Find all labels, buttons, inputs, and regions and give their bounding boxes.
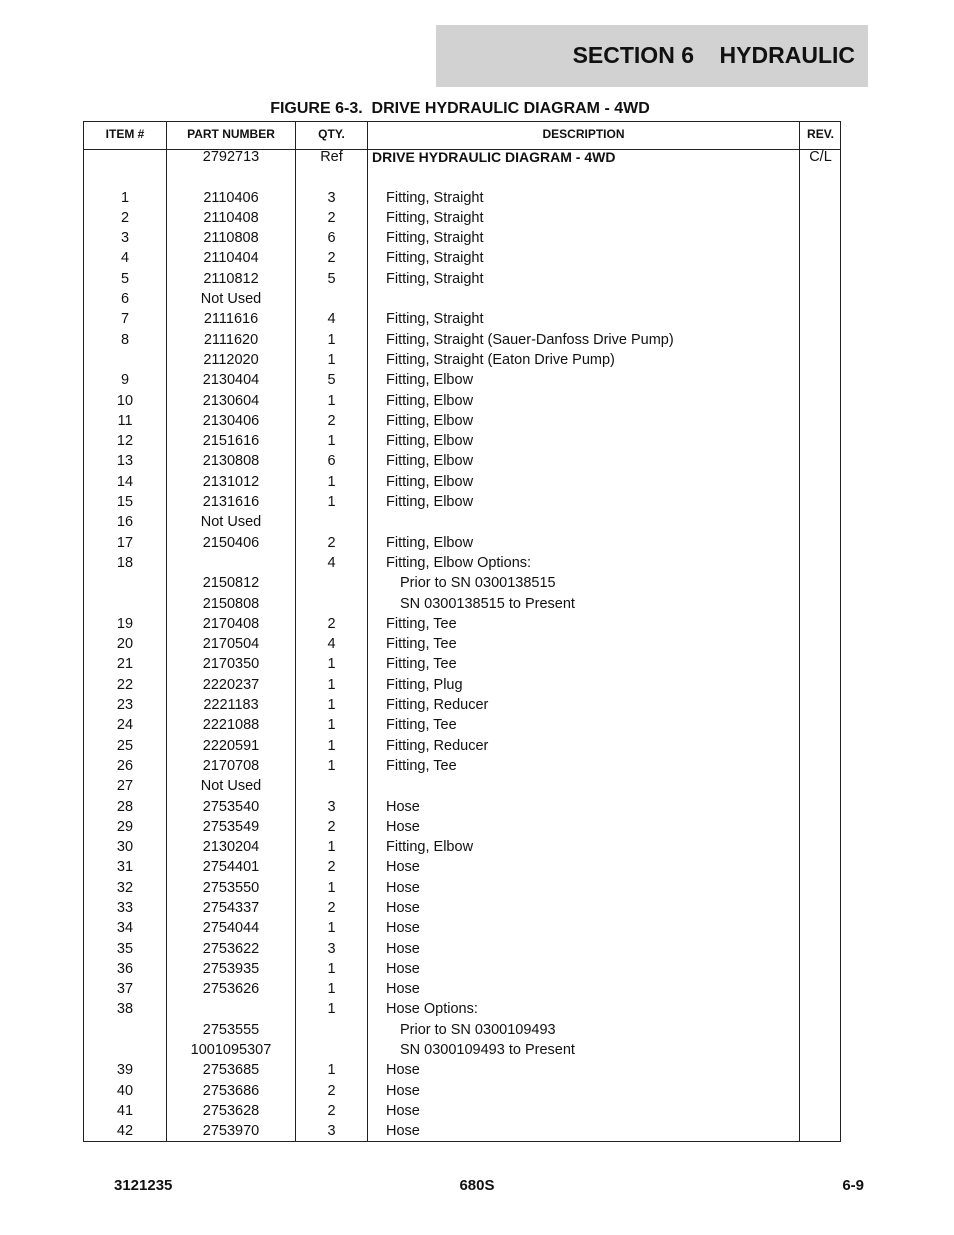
quantity: 3 <box>327 940 336 957</box>
part-number: 2753549 <box>202 818 260 835</box>
description: Fitting, Tee <box>386 717 457 734</box>
table-row <box>84 451 840 471</box>
part-number: 2110808 <box>203 230 259 247</box>
quantity: 6 <box>327 230 336 247</box>
item-number: 36 <box>116 960 134 977</box>
description: SN 0300138515 to Present <box>400 595 575 612</box>
quantity: 3 <box>327 798 336 815</box>
part-number: 2221183 <box>203 697 259 714</box>
quantity: 2 <box>327 899 336 916</box>
item-number: 38 <box>116 1001 134 1018</box>
item-number: 5 <box>120 270 130 287</box>
header-part-number: PART NUMBER <box>187 127 275 141</box>
part-number: 2754401 <box>202 859 260 876</box>
parts-table <box>83 121 841 1142</box>
quantity: 2 <box>327 412 336 429</box>
quantity: 2 <box>327 209 336 226</box>
description: Fitting, Straight <box>386 311 484 328</box>
item-number: 3 <box>120 230 130 247</box>
table-row <box>84 431 840 451</box>
quantity: 1 <box>327 1062 336 1079</box>
description: Fitting, Elbow <box>386 433 474 450</box>
quantity: 3 <box>327 189 336 206</box>
description: Fitting, Straight <box>386 270 484 287</box>
footer-model: 680S <box>459 1177 495 1194</box>
table-row <box>84 1121 840 1141</box>
item-number: 34 <box>116 920 134 937</box>
header-rev: REV. <box>807 127 834 141</box>
part-number: 2110408 <box>203 209 259 226</box>
table-row <box>84 878 840 898</box>
description: Fitting, Elbow <box>386 839 474 856</box>
description: Fitting, Elbow <box>386 473 474 490</box>
header-description: DESCRIPTION <box>542 127 625 141</box>
quantity: 1 <box>327 473 336 490</box>
part-number: 2130604 <box>202 392 260 409</box>
item-number: 22 <box>116 676 134 693</box>
description: Prior to SN 0300138515 <box>400 575 556 592</box>
description: Fitting, Straight <box>386 250 484 267</box>
quantity: 4 <box>327 636 336 653</box>
item-number: 18 <box>116 554 134 571</box>
part-number: 2170708 <box>202 757 260 774</box>
part-number: 2150406 <box>202 534 260 551</box>
part-number: 2111616 <box>203 311 259 328</box>
table-row <box>84 817 840 837</box>
part-number: 2792713 <box>202 149 260 165</box>
table-row <box>84 370 840 390</box>
part-number: 1001095307 <box>190 1042 272 1059</box>
revision: C/L <box>809 149 832 165</box>
part-number: 2753540 <box>202 798 260 815</box>
table-row <box>84 289 840 309</box>
description: Prior to SN 0300109493 <box>400 1021 556 1038</box>
quantity: 4 <box>327 554 336 571</box>
table-row <box>84 573 840 593</box>
table-row <box>84 776 840 796</box>
table-row <box>84 634 840 654</box>
table-body <box>84 147 840 1142</box>
item-number: 19 <box>116 615 134 632</box>
item-number: 10 <box>116 392 134 409</box>
item-number: 28 <box>116 798 134 815</box>
table-row <box>84 188 840 208</box>
part-number: 2110404 <box>203 250 259 267</box>
item-number: 14 <box>116 473 134 490</box>
part-number: 2221088 <box>202 717 260 734</box>
quantity: 1 <box>327 757 336 774</box>
item-number: 30 <box>116 839 134 856</box>
part-number: 2753628 <box>202 1102 260 1119</box>
table-row <box>84 1060 840 1080</box>
quantity: 2 <box>327 818 336 835</box>
table-row <box>84 695 840 715</box>
description: Fitting, Straight (Eaton Drive Pump) <box>386 351 615 368</box>
table-row <box>84 999 840 1019</box>
item-number: 15 <box>116 494 134 511</box>
table-row <box>84 269 840 289</box>
part-number: 2753550 <box>202 879 260 896</box>
table-row <box>84 553 840 573</box>
section-title: SECTION 6 HYDRAULIC <box>572 42 855 68</box>
description: Hose <box>386 960 420 977</box>
table-row <box>84 330 840 350</box>
table-row <box>84 654 840 674</box>
description: DRIVE HYDRAULIC DIAGRAM - 4WD <box>372 149 616 165</box>
quantity: 1 <box>327 737 336 754</box>
description: Fitting, Straight <box>386 189 484 206</box>
item-number: 25 <box>116 737 134 754</box>
quantity: 2 <box>327 615 336 632</box>
quantity: 2 <box>327 250 336 267</box>
table-row <box>84 614 840 634</box>
table-row <box>84 309 840 329</box>
table-row <box>84 248 840 268</box>
quantity: 1 <box>327 656 336 673</box>
item-number: 12 <box>116 433 134 450</box>
description: Hose <box>386 940 420 957</box>
part-number: 2753555 <box>202 1021 260 1038</box>
description: Fitting, Tee <box>386 656 457 673</box>
description: Fitting, Elbow <box>386 494 474 511</box>
item-number: 8 <box>120 331 130 348</box>
item-number: 4 <box>120 250 130 267</box>
part-number: Not Used <box>200 514 262 531</box>
part-number: 2753970 <box>202 1123 260 1140</box>
part-number: 2753935 <box>202 960 260 977</box>
part-number: 2110812 <box>203 270 259 287</box>
description: Fitting, Tee <box>386 636 457 653</box>
part-number: 2130204 <box>202 839 260 856</box>
description: Fitting, Straight <box>386 230 484 247</box>
part-number: 2110406 <box>203 189 259 206</box>
part-number: 2220591 <box>202 737 260 754</box>
item-number: 23 <box>116 697 134 714</box>
part-number: 2130404 <box>202 372 260 389</box>
table-row <box>84 898 840 918</box>
item-number: 29 <box>116 818 134 835</box>
quantity: 2 <box>327 859 336 876</box>
part-number: 2220237 <box>202 676 260 693</box>
quantity: 1 <box>327 331 336 348</box>
item-number: 9 <box>120 372 130 389</box>
part-number: 2753685 <box>202 1062 260 1079</box>
description: Fitting, Elbow <box>386 372 474 389</box>
description: Fitting, Elbow <box>386 534 474 551</box>
section-header <box>436 25 868 87</box>
description: Fitting, Elbow <box>386 453 474 470</box>
table-row <box>84 715 840 735</box>
description: Fitting, Elbow Options: <box>386 554 532 571</box>
part-number: 2112020 <box>203 351 259 368</box>
quantity: 2 <box>327 534 336 551</box>
quantity: 2 <box>327 1082 336 1099</box>
header-qty: QTY. <box>318 127 345 141</box>
item-number: 26 <box>116 757 134 774</box>
part-number: 2753622 <box>202 940 260 957</box>
description: Hose <box>386 859 420 876</box>
description: Hose <box>386 818 420 835</box>
item-number: 6 <box>120 291 130 308</box>
item-number: 11 <box>117 412 133 429</box>
table-row <box>84 147 840 167</box>
header-item: ITEM # <box>105 127 145 141</box>
quantity: 1 <box>327 676 336 693</box>
table-row <box>84 391 840 411</box>
quantity: 1 <box>327 1001 336 1018</box>
description: Hose <box>386 1082 420 1099</box>
part-number: Not Used <box>200 778 262 795</box>
item-number: 13 <box>116 453 134 470</box>
item-number: 20 <box>116 636 134 653</box>
quantity: 1 <box>327 494 336 511</box>
quantity: Ref <box>320 149 343 165</box>
table-row <box>84 350 840 370</box>
footer-page-number: 6-9 <box>842 1177 864 1194</box>
item-number: 27 <box>116 778 134 795</box>
quantity: 5 <box>327 270 336 287</box>
item-number: 37 <box>116 981 134 998</box>
quantity: 2 <box>327 1102 336 1119</box>
item-number: 39 <box>116 1062 134 1079</box>
table-row <box>84 594 840 614</box>
quantity: 1 <box>327 879 336 896</box>
description: Fitting, Elbow <box>386 392 474 409</box>
table-row <box>84 512 840 532</box>
description: Fitting, Straight (Sauer-Danfoss Drive Pump) <box>386 331 674 348</box>
part-number: 2111620 <box>203 331 259 348</box>
part-number: 2150812 <box>202 575 260 592</box>
table-row <box>84 228 840 248</box>
table-row <box>84 979 840 999</box>
item-number: 41 <box>116 1102 134 1119</box>
item-number: 40 <box>116 1082 134 1099</box>
table-row <box>84 1101 840 1121</box>
table-row <box>84 797 840 817</box>
part-number: Not Used <box>200 291 262 308</box>
description: Hose <box>386 981 420 998</box>
quantity: 1 <box>327 433 336 450</box>
description: Fitting, Tee <box>386 615 457 632</box>
part-number: 2753626 <box>202 981 260 998</box>
part-number: 2754044 <box>202 920 260 937</box>
description: Fitting, Tee <box>386 757 457 774</box>
quantity: 1 <box>327 920 336 937</box>
item-number: 1 <box>120 189 130 206</box>
item-number: 7 <box>120 311 130 328</box>
quantity: 1 <box>327 351 336 368</box>
table-row <box>84 1020 840 1040</box>
description: Fitting, Straight <box>386 209 484 226</box>
part-number: 2151616 <box>202 433 260 450</box>
table-row <box>84 1040 840 1060</box>
item-number: 32 <box>116 879 134 896</box>
part-number: 2754337 <box>202 899 260 916</box>
quantity: 1 <box>327 839 336 856</box>
part-number: 2170504 <box>202 636 260 653</box>
item-number: 16 <box>116 514 134 531</box>
part-number: 2170408 <box>202 615 260 632</box>
table-row <box>84 492 840 512</box>
quantity: 6 <box>327 453 336 470</box>
table-row <box>84 939 840 959</box>
table-row <box>84 167 840 187</box>
table-row <box>84 208 840 228</box>
quantity: 1 <box>327 717 336 734</box>
table-row <box>84 918 840 938</box>
table-header <box>84 122 840 149</box>
description: Hose <box>386 1062 420 1079</box>
table-row <box>84 533 840 553</box>
item-number: 35 <box>116 940 134 957</box>
description: Hose <box>386 920 420 937</box>
item-number: 42 <box>116 1123 134 1140</box>
quantity: 1 <box>327 392 336 409</box>
item-number: 33 <box>116 899 134 916</box>
description: Fitting, Reducer <box>386 697 489 714</box>
description: Fitting, Elbow <box>386 412 474 429</box>
quantity: 4 <box>327 311 336 328</box>
description: Hose <box>386 798 420 815</box>
part-number: 2753686 <box>202 1082 260 1099</box>
description: Hose <box>386 899 420 916</box>
table-row <box>84 675 840 695</box>
quantity: 1 <box>327 697 336 714</box>
table-row <box>84 736 840 756</box>
item-number: 31 <box>116 859 134 876</box>
footer-doc-number: 3121235 <box>114 1177 173 1194</box>
quantity: 5 <box>327 372 336 389</box>
table-row <box>84 411 840 431</box>
description: Hose <box>386 879 420 896</box>
description: Hose <box>386 1102 420 1119</box>
part-number: 2150808 <box>202 595 260 612</box>
description: SN 0300109493 to Present <box>400 1042 575 1059</box>
quantity: 1 <box>327 960 336 977</box>
figure-title: FIGURE 6-3. DRIVE HYDRAULIC DIAGRAM - 4WD <box>270 100 650 117</box>
part-number: 2131616 <box>202 494 260 511</box>
part-number: 2130406 <box>202 412 260 429</box>
table-row <box>84 959 840 979</box>
description: Hose Options: <box>386 1001 478 1018</box>
quantity: 3 <box>327 1123 336 1140</box>
table-row <box>84 837 840 857</box>
item-number: 2 <box>120 209 130 226</box>
quantity: 1 <box>327 981 336 998</box>
part-number: 2131012 <box>202 473 260 490</box>
part-number: 2170350 <box>202 656 260 673</box>
description: Hose <box>386 1123 420 1140</box>
table-row <box>84 1081 840 1101</box>
item-number: 24 <box>116 717 134 734</box>
part-number: 2130808 <box>202 453 260 470</box>
item-number: 21 <box>116 656 134 673</box>
table-row <box>84 472 840 492</box>
item-number: 17 <box>116 534 134 551</box>
table-row <box>84 857 840 877</box>
table-row <box>84 756 840 776</box>
description: Fitting, Reducer <box>386 737 489 754</box>
description: Fitting, Plug <box>386 676 463 693</box>
